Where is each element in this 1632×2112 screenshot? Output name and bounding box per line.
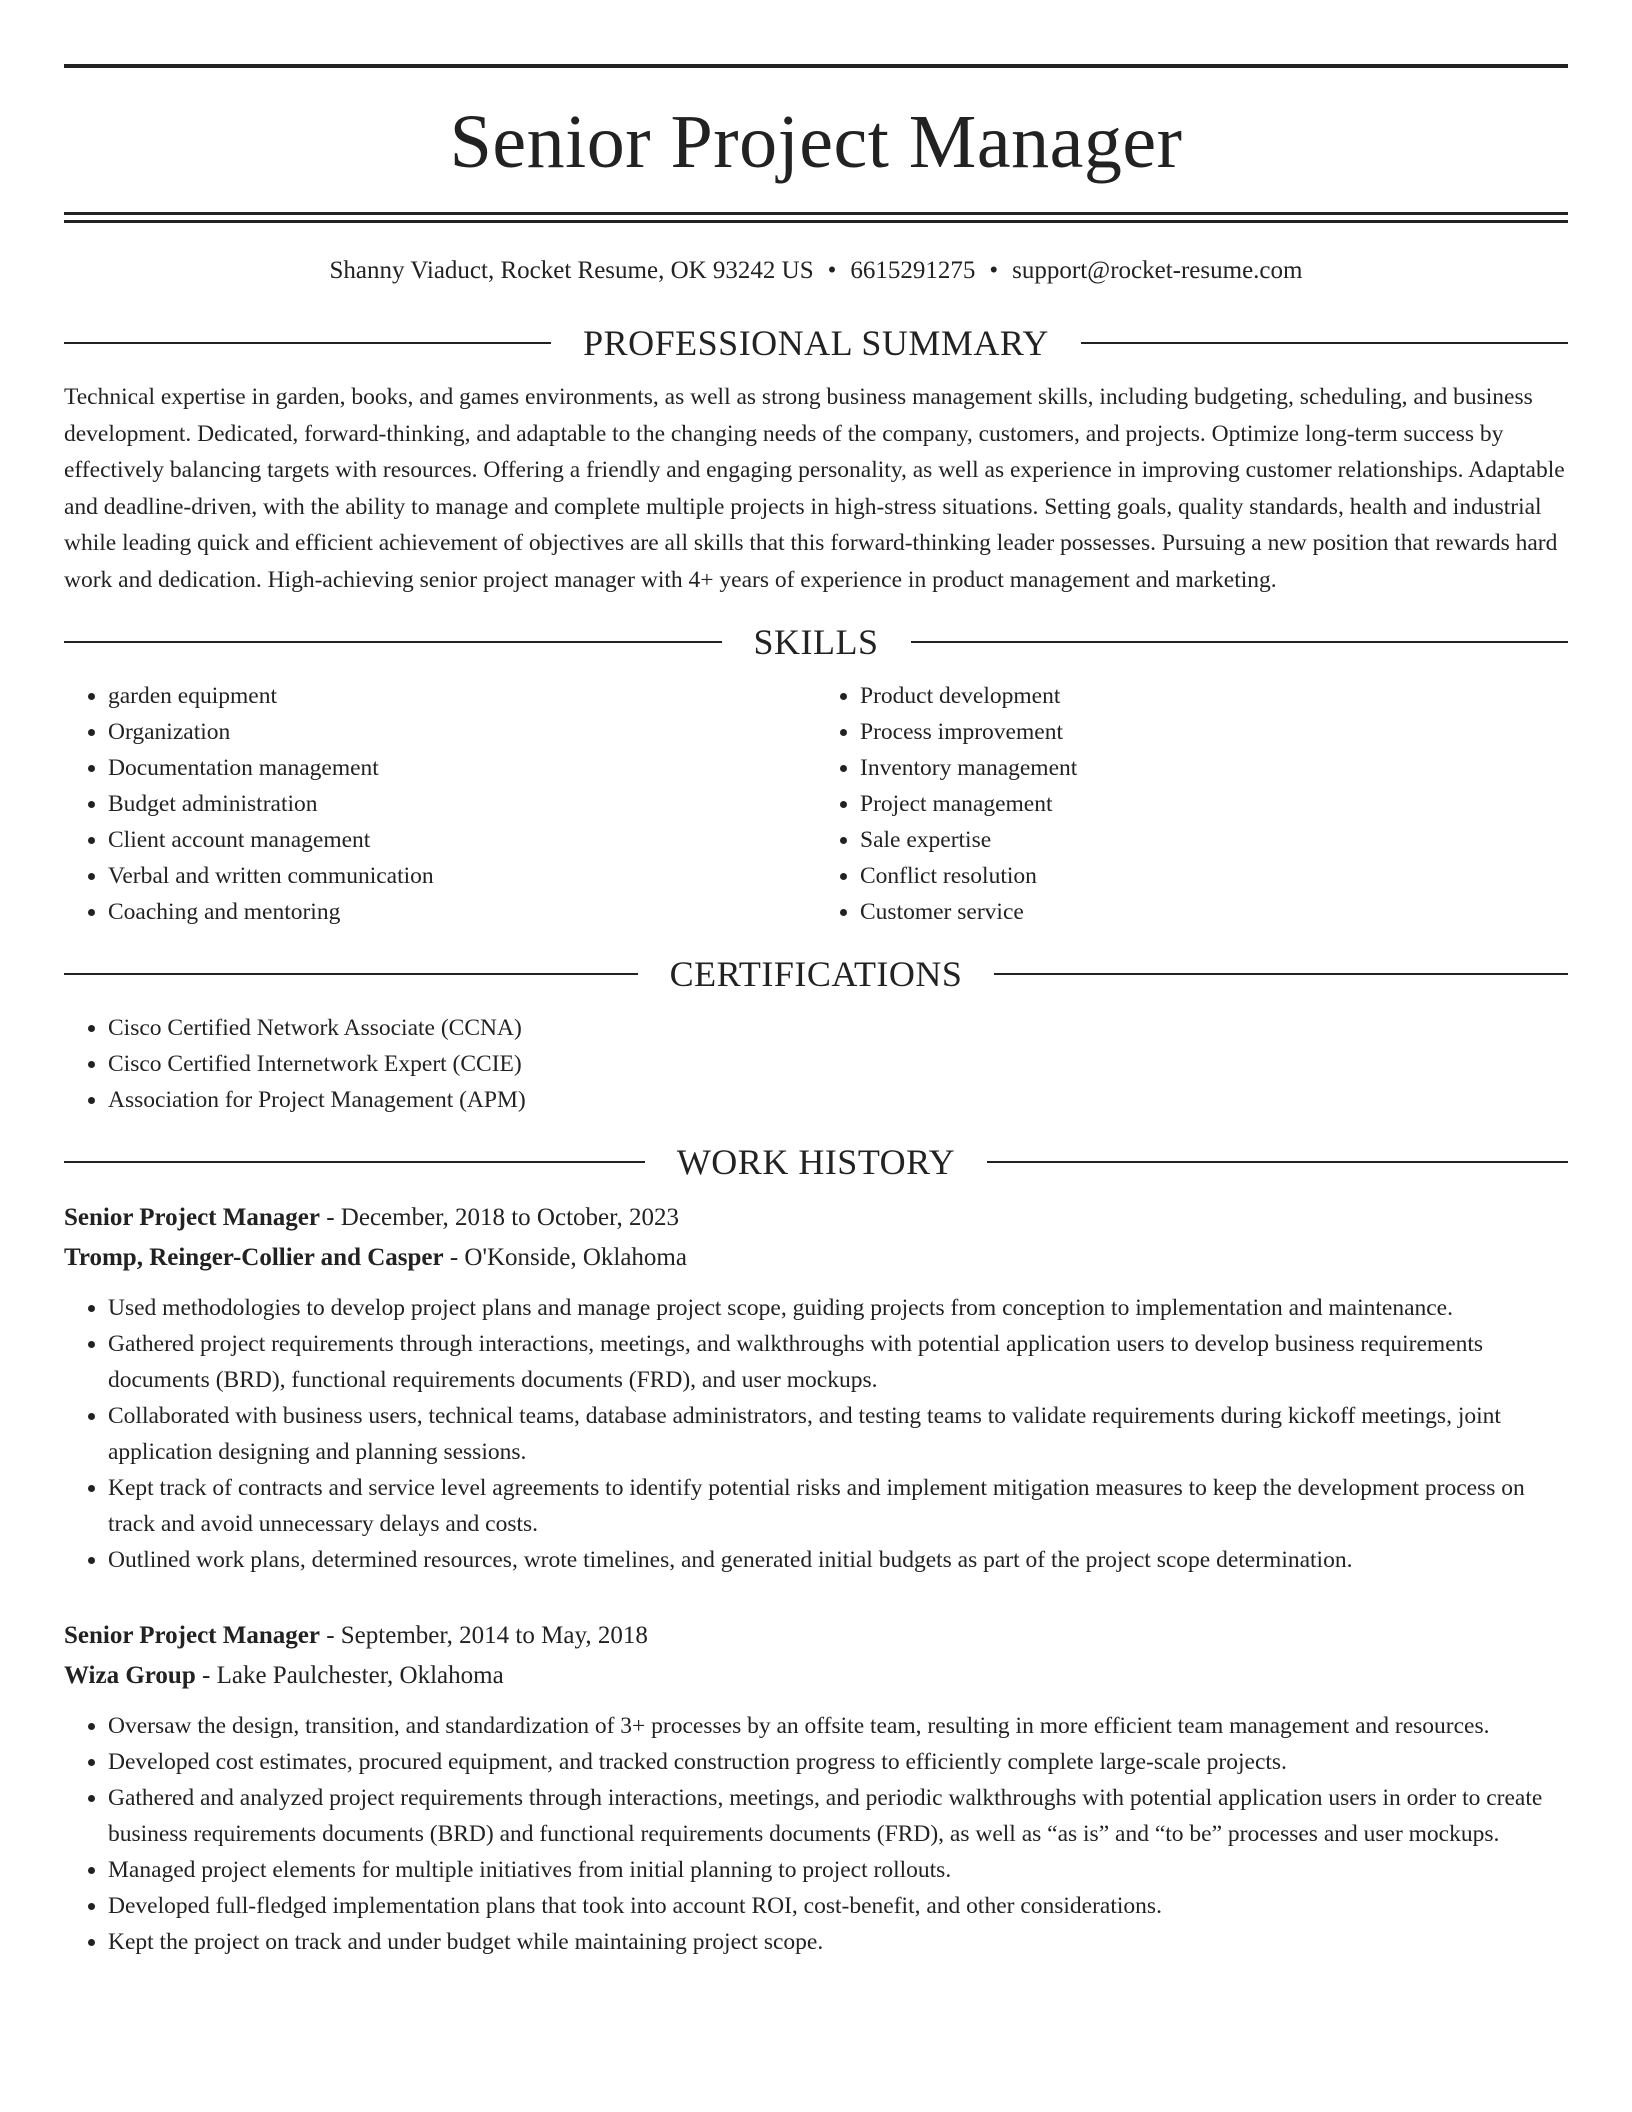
list-item: • garden equipment [108,678,816,714]
summary-heading-label: PROFESSIONAL SUMMARY [583,323,1049,363]
certifications-section-heading [64,952,1568,996]
contact-separator: • [827,257,837,284]
job-entry [64,1616,1568,1960]
skills-list-right [816,678,1568,930]
list-item: • Used methodologies to develop project plans and manage project scope, guiding projects from conception to implementation and maintenance. [108,1290,1568,1326]
title-double-rule [64,212,1568,223]
skills-list-left [64,678,816,930]
list-item: • Cisco Certified Internetwork Expert (CCIE) [108,1046,1568,1082]
job-title: Senior Project Manager [64,1622,320,1649]
job-entry [64,1198,1568,1578]
skills-heading-label: SKILLS [753,622,879,662]
list-item: • Developed full-fledged implementation plans that took into account ROI, cost-benefit, and other considerations. [108,1888,1568,1924]
job-dates: - September, 2014 to May, 2018 [319,1622,648,1649]
contact-address: Shanny Viaduct, Rocket Resume, OK 93242 US [329,257,814,284]
list-item: • Customer service [860,894,1568,930]
job-bullets [64,1290,1568,1578]
resume-title: Senior Project Manager [449,100,1183,184]
job-title-line [64,1198,1568,1238]
heading-rule [64,973,638,975]
heading-rule [64,641,722,643]
skills-grid [64,678,1568,930]
job-company-line [64,1238,1568,1278]
summary-section-heading [64,321,1568,365]
list-item: • Inventory management [860,750,1568,786]
list-item: • Organization [108,714,816,750]
job-dates: - December, 2018 to October, 2023 [319,1204,679,1231]
list-item: • Developed cost estimates, procured equipment, and tracked construction progress to efficiently complete large-scale projects. [108,1744,1568,1780]
job-title-line [64,1616,1568,1656]
list-item: • Project management [860,786,1568,822]
heading-rule [1081,342,1568,344]
skills-section-heading [64,620,1568,664]
list-item: • Gathered project requirements through interactions, meetings, and walkthroughs with potential application users to develop business requirements documents (BRD), functional requirements documents (FRD), and user mockups. [108,1326,1568,1398]
resume-page [64,64,1568,1960]
list-item: • Kept track of contracts and service level agreements to identify potential risks and implement mitigation measures to keep the development process on track and avoid unnecessary delays and costs. [108,1470,1568,1542]
heading-rule [994,973,1568,975]
summary-text: Technical expertise in garden, books, and games environments, as well as strong business management skills, including budgeting, scheduling, and business development. Dedicated, forward-thinking, and adaptable to the changing needs of the company, customers, and projects. Optimize long-term success by effectively balancing targets with resources. Offering a friendly and engaging personality, as well as experience in improving customer relationships. Adaptable and deadline-driven, with the ability to manage and complete multiple projects in high-stress situations. Setting goals, quality standards, health and industrial while leading quick and efficient achievement of objectives are all skills that this forward-thinking leader possesses. Pursuing a new position that rewards hard work and dedication. High-achieving senior project manager with 4+ years of experience in product management and marketing. [64,384,1565,593]
list-item: • Collaborated with business users, technical teams, database administrators, and testing teams to validate requirements during kickoff meetings, joint application designing and planning sessions. [108,1398,1568,1470]
heading-rule [64,342,551,344]
job-location: - Lake Paulchester, Oklahoma [195,1662,504,1689]
heading-rule [911,641,1569,643]
work-section-heading [64,1140,1568,1184]
list-item: • Gathered and analyzed project requirements through interactions, meetings, and periodic walkthroughs with potential application users in order to create business requirements documents (BRD) and functional requirements documents (FRD), as well as “as is” and “to be” processes and user mockups. [108,1780,1568,1852]
heading-rule [64,1161,645,1163]
list-item: • Oversaw the design, transition, and standardization of 3+ processes by an offsite team, resulting in more efficient team management and resources. [108,1708,1568,1744]
job-company: Tromp, Reinger-Collier and Casper [64,1244,444,1271]
job-bullets [64,1708,1568,1960]
heading-rule [987,1161,1568,1163]
list-item: • Managed project elements for multiple initiatives from initial planning to project rollouts. [108,1852,1568,1888]
list-item: • Association for Project Management (APM) [108,1082,1568,1118]
list-item: • Coaching and mentoring [108,894,816,930]
contact-separator: • [989,257,999,284]
contact-phone: 6615291275 [850,257,976,284]
contact-line [64,253,1568,289]
list-item: • Outlined work plans, determined resources, wrote timelines, and generated initial budgets as part of the project scope determination. [108,1542,1568,1578]
work-heading-label: WORK HISTORY [676,1142,956,1182]
list-item: • Product development [860,678,1568,714]
job-location: - O'Konside, Oklahoma [443,1244,687,1271]
contact-email: support@rocket-resume.com [1012,257,1303,284]
certifications-list [64,1010,1568,1118]
list-item: • Verbal and written communication [108,858,816,894]
top-rule [64,64,1568,68]
list-item: • Budget administration [108,786,816,822]
list-item: • Sale expertise [860,822,1568,858]
job-title: Senior Project Manager [64,1204,320,1231]
list-item: • Conflict resolution [860,858,1568,894]
list-item: • Client account management [108,822,816,858]
job-company-line [64,1656,1568,1696]
list-item: • Kept the project on track and under budget while maintaining project scope. [108,1924,1568,1960]
certifications-heading-label: CERTIFICATIONS [669,954,963,994]
list-item: • Cisco Certified Network Associate (CCNA) [108,1010,1568,1046]
job-company: Wiza Group [64,1662,196,1689]
list-item: • Process improvement [860,714,1568,750]
list-item: • Documentation management [108,750,816,786]
